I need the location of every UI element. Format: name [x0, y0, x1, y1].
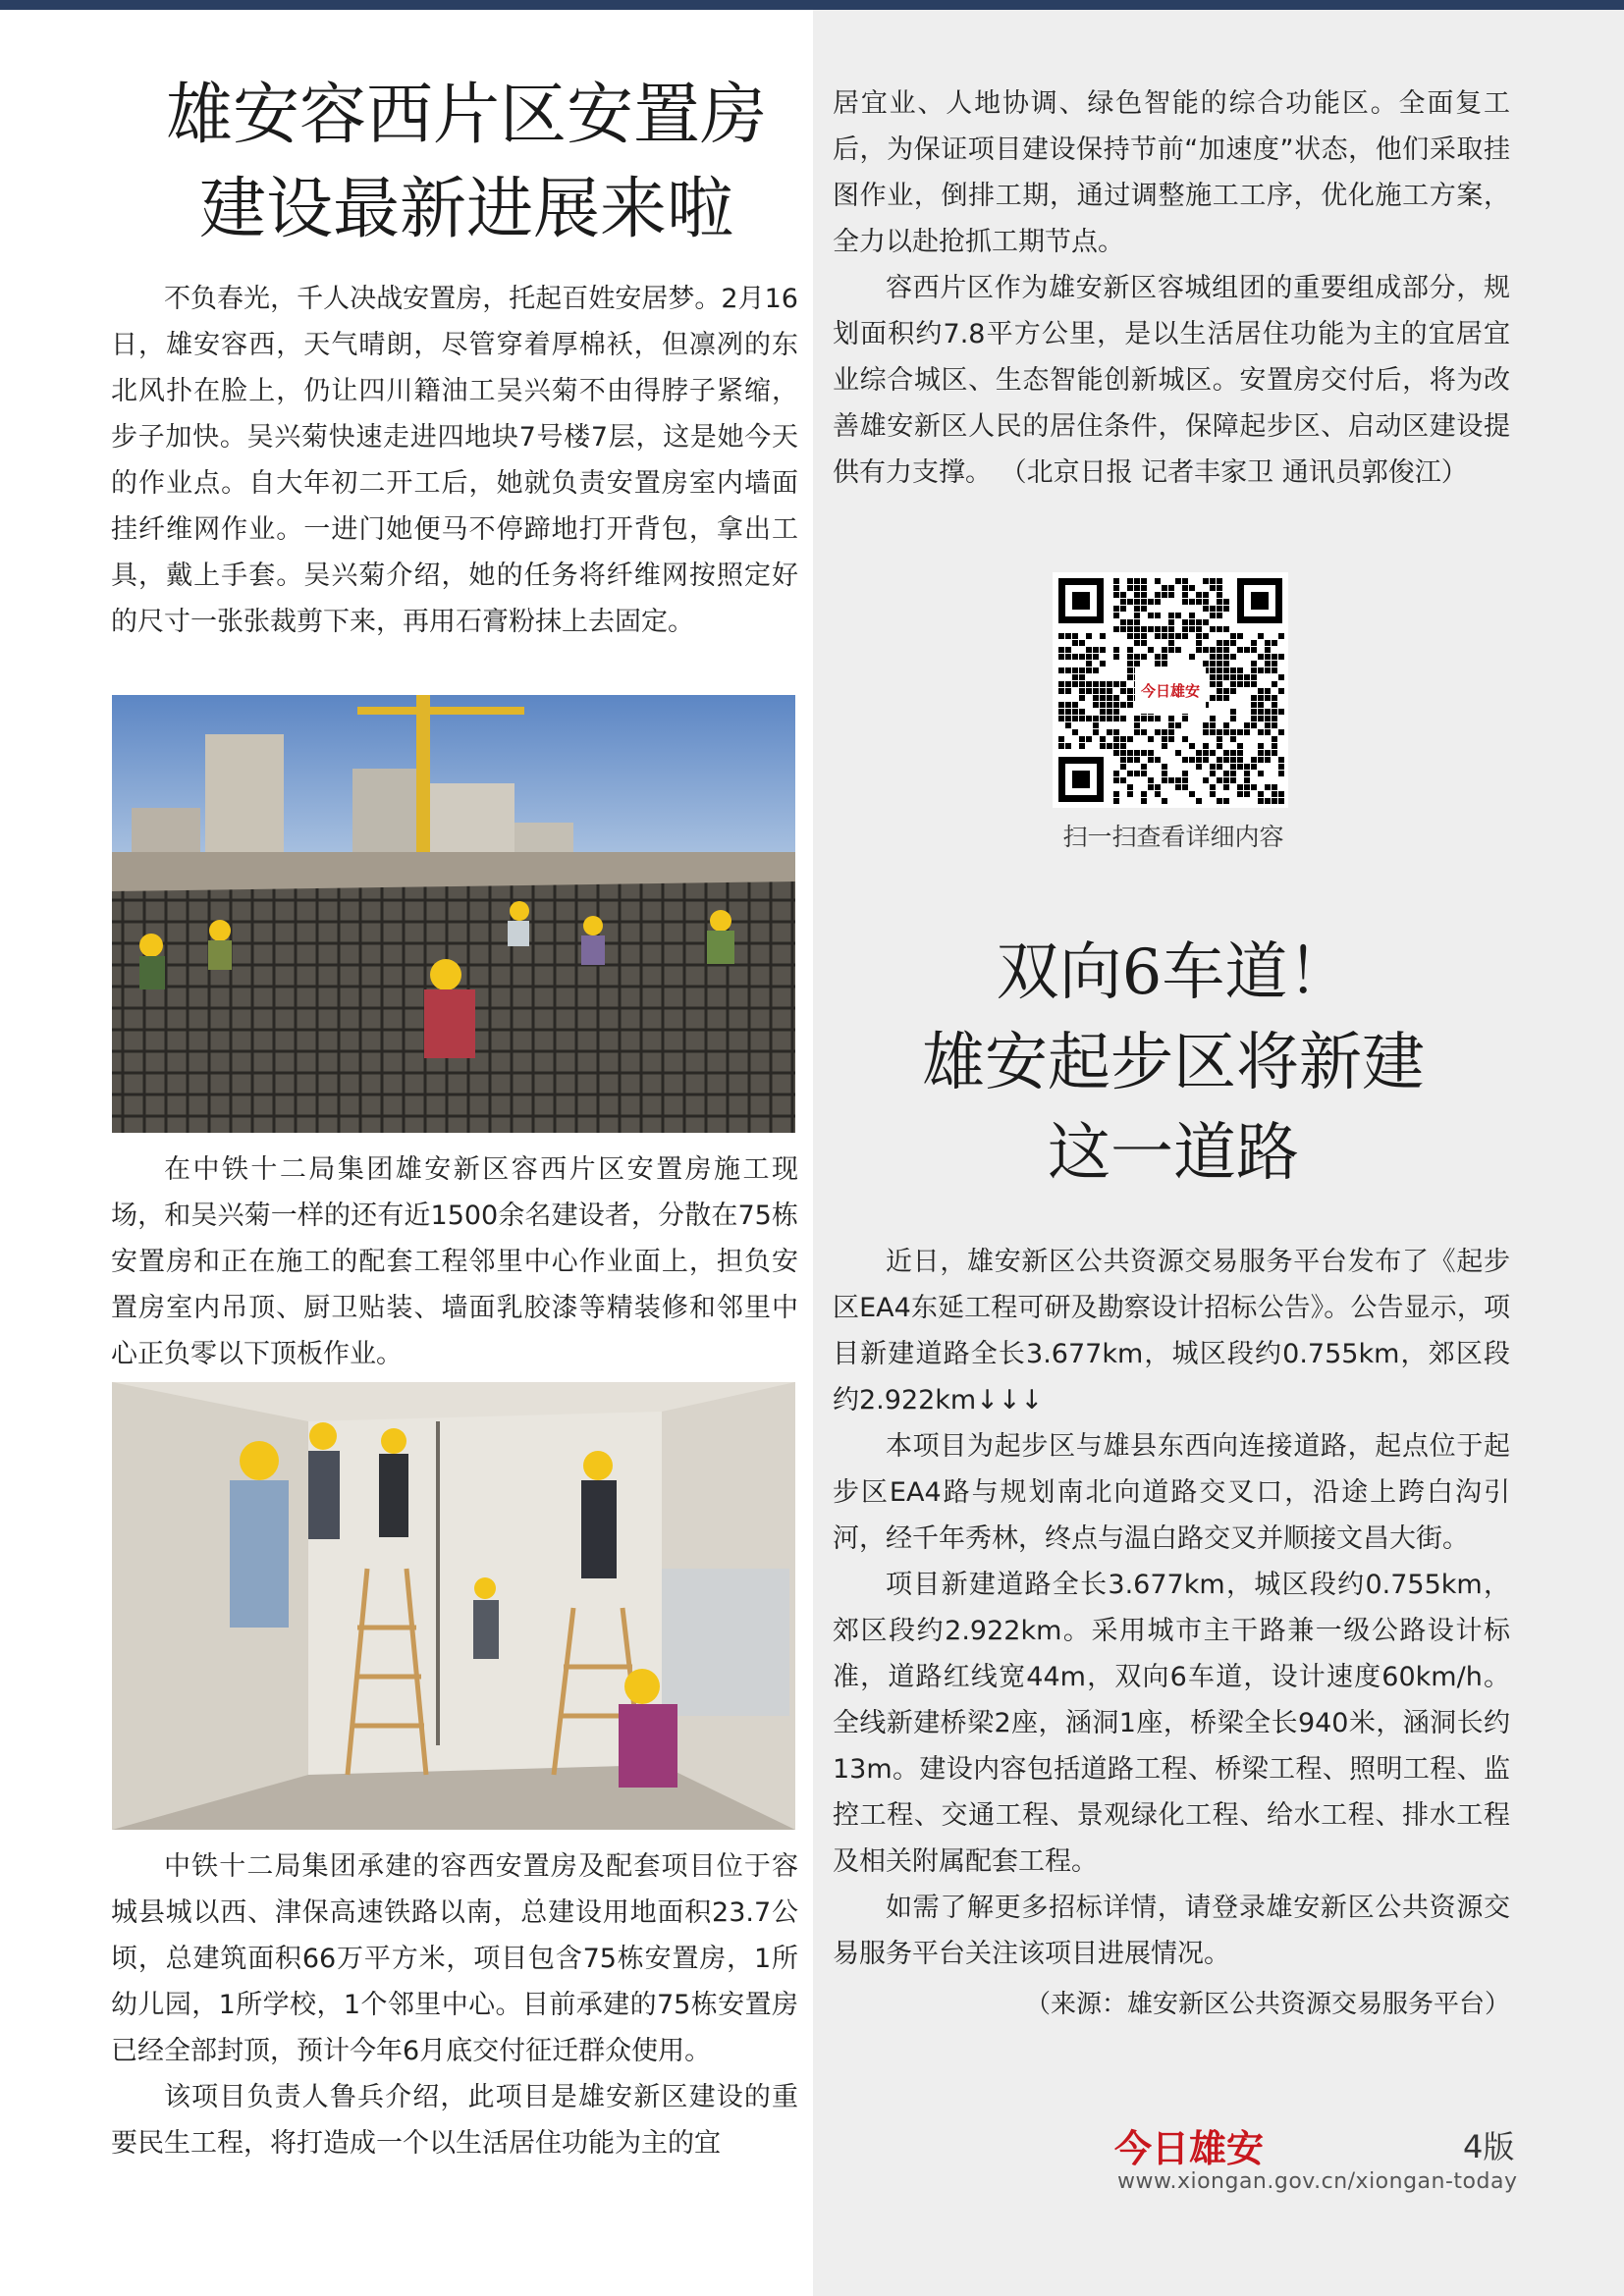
- article1-title: [98, 69, 835, 257]
- article1-paragraph-4: 该项目负责人鲁兵介绍，此项目是雄安新区建设的重要民生工程，将打造成一个以生活居住功能为主的宜: [111, 2082, 798, 2159]
- article2-paragraph-3: 项目新建道路全长3.677km，城区段约0.755km，郊区段约2.922km。采用城市主干路兼一级公路设计标准，道路红线宽44m，双向6车道，设计速度60km/h。全线新建桥梁2座，涵洞1座，桥梁全长940米，涵洞长约13m。建设内容包括道路工程、桥梁工程、照明工程、监控工程、交通工程、景观绿化工程、给水工程、排水工程及相关附属配套工程。: [833, 1570, 1510, 1877]
- article2-paragraph-2: 本项目为起步区与雄县东西向连接道路，起点位于起步区EA4路与规划南北向道路交叉口，沿途上跨白沟引河，经千年秀林，终点与温白路交叉并顺接文昌大街。: [833, 1431, 1510, 1554]
- qr-code[interactable]: [1053, 572, 1288, 808]
- article1-paragraph-6: 容西片区作为雄安新区容城组团的重要组成部分，规划面积约7.8平方公里，是以生活居住功能为主的宜居宜业综合城区、生态智能创新城区。安置房交付后，将为改善雄安新区人民的居住条件，保障起步区、启动区建设提供有力支撑。 （北京日报 记者丰家卫 通讯员郭俊江）: [833, 273, 1510, 488]
- article2-title-line: 这一道路: [1048, 1117, 1299, 1190]
- qr-center-logo: 今日雄安: [1140, 681, 1200, 700]
- qr-caption: 扫一扫查看详细内容: [1062, 823, 1284, 851]
- article2-title: [839, 928, 1507, 1199]
- article2-source: （来源：雄安新区公共资源交易服务平台）: [1024, 1990, 1510, 2019]
- interior-decoration-photo: [112, 1382, 795, 1830]
- article2-title-line: 双向6车道！: [996, 936, 1351, 1009]
- article1-title-line: 雄安容西片区安置房: [165, 77, 767, 154]
- article1-paragraph-2: 在中铁十二局集团雄安新区容西片区安置房施工现场，和吴兴菊一样的还有近1500余名建设者，分散在75栋安置房和正在施工的配套工程邻里中心作业面上，担负安置房室内吊顶、厨卫贴装、墙面乳胶漆等精装修和邻里中心正负零以下顶板作业。: [111, 1154, 798, 1369]
- article2-title-line: 雄安起步区将新建: [922, 1027, 1425, 1099]
- top-bar: [0, 0, 1624, 10]
- website-url[interactable]: www.xiongan.gov.cn/xiongan-today: [1117, 2169, 1518, 2194]
- article2-paragraph-1: 近日，雄安新区公共资源交易服务平台发布了《起步区EA4东延工程可研及勘察设计招标公告》。公告显示，项目新建道路全长3.677km，城区段约0.755km，郊区段约2.922km↓↓↓: [833, 1247, 1510, 1415]
- article1-title-line: 建设最新进展来啦: [198, 171, 733, 248]
- article1-paragraph-3: 中铁十二局集团承建的容西安置房及配套项目位于容城县城以西、津保高速铁路以南，总建设用地面积23.7公顷，总建筑面积66万平方米，项目包含75栋安置房，1所幼儿园，1所学校，1个邻里中心。目前承建的75栋安置房已经全部封顶，预计今年6月底交付征迁群众使用。: [111, 1851, 798, 2066]
- construction-rebar-photo: [112, 695, 795, 1133]
- article1-paragraph-1: 不负春光，千人决战安置房，托起百姓安居梦。2月16日，雄安容西，天气晴朗，尽管穿着厚棉袄，但凛冽的东北风扑在脸上，仍让四川籍油工吴兴菊不由得脖子紧缩，步子加快。吴兴菊快速走进四地块7号楼7层，这是她今天的作业点。自大年初二开工后，她就负责安置房室内墙面挂纤维网作业。一进门她便马不停蹄地打开背包，拿出工具，戴上手套。吴兴菊介绍，她的任务将纤维网按照定好的尺寸一张张裁剪下来，再用石膏粉抹上去固定。: [111, 284, 798, 637]
- brand-logo: 今日雄安: [1114, 2126, 1265, 2170]
- page-number: 4版: [1463, 2128, 1515, 2165]
- article2-paragraph-4: 如需了解更多招标详情，请登录雄安新区公共资源交易服务平台关注该项目进展情况。: [833, 1893, 1510, 1969]
- article1-paragraph-5: 居宜业、人地协调、绿色智能的综合功能区。全面复工后，为保证项目建设保持节前“加速度”状态，他们采取挂图作业，倒排工期，通过调整施工工序，优化施工方案，全力以赴抢抓工期节点。: [833, 88, 1510, 257]
